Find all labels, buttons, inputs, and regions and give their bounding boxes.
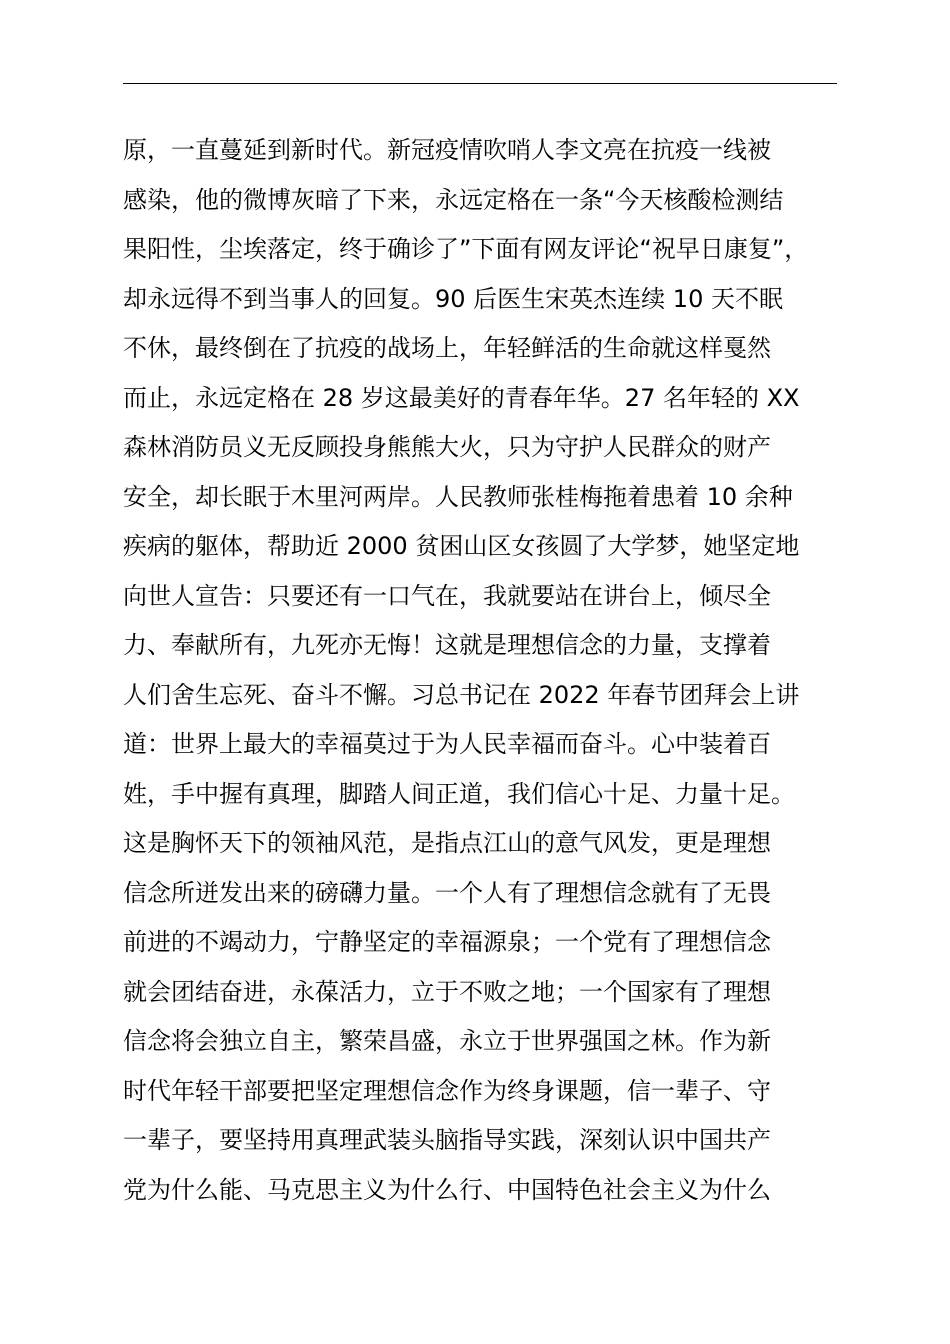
text-line: 信念所迸发出来的磅礴力量。一个人有了理想信念就有了无畏	[123, 878, 771, 907]
text-line: 安全，却长眠于木里河两岸。人民教师张桂梅拖着患着 10 余种	[123, 482, 793, 511]
text-line: 姓，手中握有真理，脚踏人间正道，我们信心十足、力量十足。	[123, 779, 795, 808]
text-line: 人们舍生忘死、奋斗不懈。习总书记在 2022 年春节团拜会上讲	[123, 680, 800, 709]
text-line: 而止，永远定格在 28 岁这最美好的青春年华。27 名年轻的 XX	[123, 383, 800, 412]
text-line: 森林消防员义无反顾投身熊熊大火，只为守护人民群众的财产	[123, 433, 771, 461]
text-line: 向世人宣告：只要还有一口气在，我就要站在讲台上，倾尽全	[123, 581, 771, 610]
text-line: 疾病的躯体，帮助近 2000 贫困山区女孩圆了大学梦，她坚定地	[123, 532, 800, 560]
header-rule	[123, 83, 837, 84]
text-line: 果阳性，尘埃落定，终于确诊了”下面有网友评论“祝早日康复”，	[123, 235, 809, 263]
text-line: 党为什么能、马克思主义为什么行、中国特色社会主义为什么	[123, 1175, 771, 1204]
text-line: 道：世界上最大的幸福莫过于为人民幸福而奋斗。心中装着百	[123, 730, 771, 758]
text-line: 原，一直蔓延到新时代。新冠疫情吹哨人李文亮在抗疫一线被	[123, 136, 771, 164]
text-line: 却永远得不到当事人的回复。90 后医生宋英杰连续 10 天不眠	[123, 284, 783, 313]
text-line: 时代年轻干部要把坚定理想信念作为终身课题，信一辈子、守	[123, 1076, 771, 1105]
body-text	[123, 130, 883, 1219]
text-line: 信念将会独立自主，繁荣昌盛，永立于世界强国之林。作为新	[123, 1027, 771, 1055]
text-line: 这是胸怀天下的领袖风范，是指点江山的意气风发，更是理想	[123, 829, 771, 857]
text-line: 一辈子，要坚持用真理武装头脑指导实践，深刻认识中国共产	[123, 1126, 771, 1154]
text-line: 力、奉献所有，九死亦无悔！这就是理想信念的力量，支撑着	[123, 631, 771, 659]
text-line: 感染，他的微博灰暗了下来，永远定格在一条“今天核酸检测结	[123, 185, 784, 214]
text-line: 前进的不竭动力，宁静坚定的幸福源泉；一个党有了理想信念	[123, 928, 771, 956]
text-line: 不休，最终倒在了抗疫的战场上，年轻鲜活的生命就这样戛然	[123, 334, 771, 362]
text-line: 就会团结奋进，永葆活力，立于不败之地；一个国家有了理想	[123, 977, 771, 1006]
